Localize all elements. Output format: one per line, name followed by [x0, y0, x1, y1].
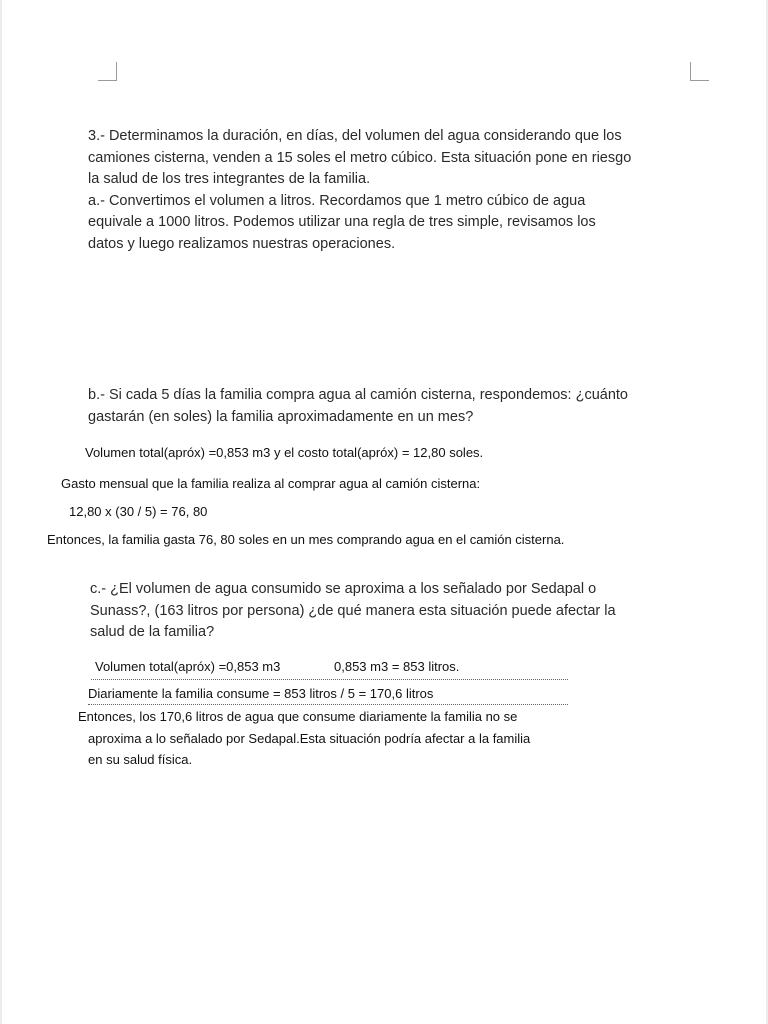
section3-line-4: a.- Convertimos el volumen a litros. Recordamos que 1 metro cúbico de agua [88, 192, 586, 209]
crop-mark-top-right [690, 62, 709, 81]
document-page [2, 0, 766, 1024]
partc-conclusion-line-2: aproxima a lo señalado por Sedapal.Esta situación podría afectar a la familia [88, 731, 531, 746]
partb-question-line-2: gastarán (en soles) la familia aproximadamente en un mes? [88, 408, 474, 425]
partc-conversion: 0,853 m3 = 853 litros. [334, 659, 460, 674]
partc-answer-row-1 [91, 657, 568, 680]
section3-line-2: camiones cisterna, venden a 15 soles el metro cúbico. Esta situación pone en riesgo [88, 149, 632, 166]
partb-answer-volume-cost: Volumen total(apróx) =0,853 m3 y el costo total(apróx) = 12,80 soles. [85, 445, 484, 460]
partc-question-line-3: salud de la familia? [90, 624, 215, 640]
partc-conclusion-line-3: en su salud física. [88, 752, 193, 767]
section3-line-1: 3.- Determinamos la duración, en días, del volumen del agua considerando que los [88, 128, 622, 144]
partb-question-line-1: b.- Si cada 5 días la familia compra agua al camión cisterna, respondemos: ¿cuánto [88, 387, 628, 403]
partc-volume: Volumen total(apróx) =0,853 m3 [95, 659, 281, 674]
section3-line-6: datos y luego realizamos nuestras operaciones. [88, 235, 396, 252]
crop-mark-top-left [98, 62, 117, 81]
partc-question-line-1: c.- ¿El volumen de agua consumido se aproxima a los señalado por Sedapal o [90, 581, 597, 597]
partc-conclusion-line-1: Entonces, los 170,6 litros de agua que consume diariamente la familia no se [78, 709, 518, 724]
partb-answer-conclusion: Entonces, la familia gasta 76, 80 soles en un mes comprando agua en el camión cisterna. [47, 532, 565, 547]
section3-line-5: equivale a 1000 litros. Podemos utilizar una regla de tres simple, revisamos los [88, 214, 596, 230]
partb-answer-monthly-label: Gasto mensual que la familia realiza al comprar agua al camión cisterna: [61, 476, 481, 491]
partc-question-line-2: Sunass?, (163 litros por persona) ¿de qué manera esta situación puede afectar la [90, 602, 616, 619]
partb-answer-calculation: 12,80 x (30 / 5) = 76, 80 [69, 504, 208, 519]
partc-daily-consumption: Diariamente la familia consume = 853 litros / 5 = 170,6 litros [88, 686, 434, 701]
partc-answer-row-2 [88, 685, 568, 705]
section3-line-3: la salud de los tres integrantes de la familia. [88, 171, 371, 187]
